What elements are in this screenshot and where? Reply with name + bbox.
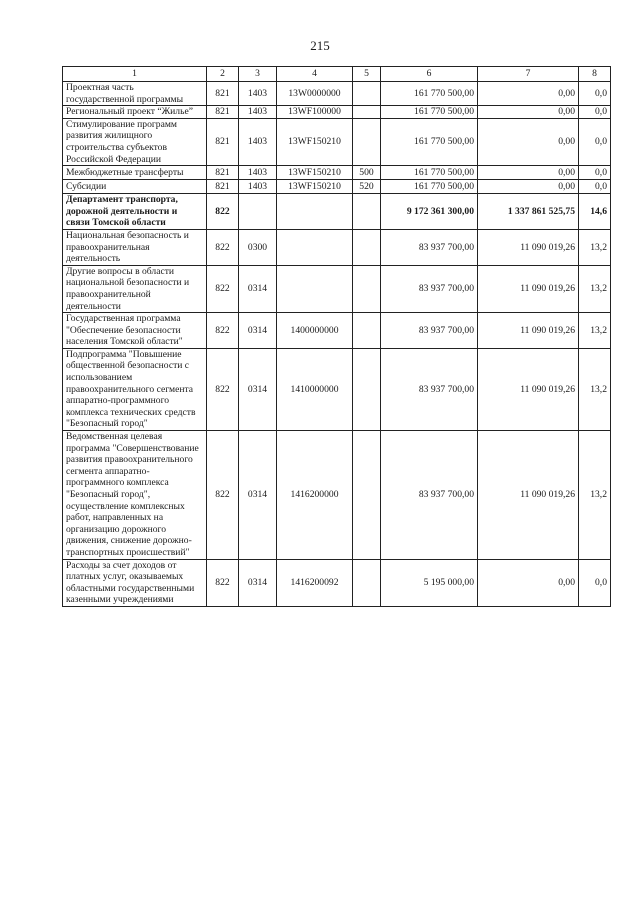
target-article: 1410000000 [277, 348, 353, 430]
target-article: 1416200092 [277, 559, 353, 606]
plan-amount: 9 172 361 300,00 [381, 194, 478, 230]
percent: 0,0 [579, 166, 611, 180]
ministry-code: 822 [207, 431, 239, 560]
target-article: 13WF150210 [277, 180, 353, 194]
executed-amount: 11 090 019,26 [478, 265, 579, 312]
expense-type [353, 118, 381, 165]
row-name: Межбюджетные трансферты [63, 166, 207, 180]
expense-type [353, 348, 381, 430]
header-cell: 5 [353, 67, 381, 82]
expense-type: 520 [353, 180, 381, 194]
plan-amount: 83 937 700,00 [381, 229, 478, 265]
row-name: Государственная программа "Обеспечение безопасности населения Томской области" [63, 313, 207, 349]
expense-type [353, 194, 381, 230]
expense-type [353, 229, 381, 265]
ministry-code: 821 [207, 82, 239, 106]
page-number: 215 [310, 38, 330, 53]
header-cell: 3 [239, 67, 277, 82]
executed-amount: 0,00 [478, 82, 579, 106]
percent: 0,0 [579, 559, 611, 606]
percent: 13,2 [579, 229, 611, 265]
row-name: Национальная безопасность и правоохранительная деятельность [63, 229, 207, 265]
header-cell: 8 [579, 67, 611, 82]
header-cell: 6 [381, 67, 478, 82]
plan-amount: 161 770 500,00 [381, 180, 478, 194]
section-code: 0314 [239, 265, 277, 312]
plan-amount: 83 937 700,00 [381, 348, 478, 430]
plan-amount: 161 770 500,00 [381, 118, 478, 165]
executed-amount: 11 090 019,26 [478, 431, 579, 560]
table-row [63, 229, 611, 265]
target-article: 13WF150210 [277, 166, 353, 180]
executed-amount: 0,00 [478, 118, 579, 165]
expense-type [353, 265, 381, 312]
plan-amount: 161 770 500,00 [381, 106, 478, 119]
table-row [63, 106, 611, 119]
table-row [63, 559, 611, 606]
row-name: Региональный проект “Жилье” [63, 106, 207, 119]
target-article: 13WF100000 [277, 106, 353, 119]
row-name: Проектная часть государственной программы [63, 82, 207, 106]
executed-amount: 0,00 [478, 180, 579, 194]
section-code: 1403 [239, 166, 277, 180]
percent: 0,0 [579, 118, 611, 165]
table-row [63, 431, 611, 560]
section-code: 1403 [239, 82, 277, 106]
section-code: 0314 [239, 348, 277, 430]
table-row [63, 166, 611, 180]
section-code: 0314 [239, 431, 277, 560]
header-cell: 4 [277, 67, 353, 82]
table-row [63, 313, 611, 349]
expense-type [353, 559, 381, 606]
plan-amount: 161 770 500,00 [381, 166, 478, 180]
expense-type [353, 82, 381, 106]
plan-amount: 83 937 700,00 [381, 265, 478, 312]
target-article [277, 265, 353, 312]
row-name: Ведомственная целевая программа "Совершенствование развития правоохранительного сегмента аппаратно-программного комплекса "Безопасный город", осуществление комплексных работ, направленных на организацию дорожного движения, снижение дорожно-транспортных происшествий" [63, 431, 207, 560]
expense-type [353, 431, 381, 560]
table-row [63, 180, 611, 194]
ministry-code: 821 [207, 180, 239, 194]
plan-amount: 161 770 500,00 [381, 82, 478, 106]
target-article [277, 229, 353, 265]
executed-amount: 0,00 [478, 166, 579, 180]
ministry-code: 822 [207, 229, 239, 265]
executed-amount: 11 090 019,26 [478, 229, 579, 265]
executed-amount: 0,00 [478, 106, 579, 119]
header-cell: 7 [478, 67, 579, 82]
target-article: 13WF150210 [277, 118, 353, 165]
ministry-code: 821 [207, 166, 239, 180]
table-row [63, 194, 611, 230]
section-code: 0300 [239, 229, 277, 265]
target-article [277, 194, 353, 230]
budget-table [62, 66, 611, 607]
percent: 0,0 [579, 180, 611, 194]
percent: 0,0 [579, 106, 611, 119]
row-name: Стимулирование программ развития жилищного строительства субъектов Российской Федерации [63, 118, 207, 165]
plan-amount: 83 937 700,00 [381, 313, 478, 349]
row-name: Расходы за счет доходов от платных услуг, оказываемых областными государственными казенными учреждениями [63, 559, 207, 606]
row-name: Подпрограмма "Повышение общественной безопасности с использованием правоохранительного сегмента аппаратно-программного комплекса технических средств "Безопасный город" [63, 348, 207, 430]
target-article: 13W0000000 [277, 82, 353, 106]
percent: 13,2 [579, 265, 611, 312]
ministry-code: 821 [207, 106, 239, 119]
section-code: 0314 [239, 313, 277, 349]
expense-type [353, 106, 381, 119]
ministry-code: 821 [207, 118, 239, 165]
plan-amount: 5 195 000,00 [381, 559, 478, 606]
table-row [63, 265, 611, 312]
header-cell: 1 [63, 67, 207, 82]
ministry-code: 822 [207, 348, 239, 430]
percent: 13,2 [579, 348, 611, 430]
percent: 0,0 [579, 82, 611, 106]
section-code: 0314 [239, 559, 277, 606]
row-name: Департамент транспорта, дорожной деятельности и связи Томской области [63, 194, 207, 230]
percent: 14,6 [579, 194, 611, 230]
percent: 13,2 [579, 431, 611, 560]
section-code: 1403 [239, 106, 277, 119]
header-row [63, 67, 611, 82]
table-row [63, 118, 611, 165]
executed-amount: 1 337 861 525,75 [478, 194, 579, 230]
expense-type: 500 [353, 166, 381, 180]
ministry-code: 822 [207, 265, 239, 312]
row-name: Другие вопросы в области национальной безопасности и правоохранительной деятельности [63, 265, 207, 312]
ministry-code: 822 [207, 559, 239, 606]
target-article: 1400000000 [277, 313, 353, 349]
section-code: 1403 [239, 180, 277, 194]
target-article: 1416200000 [277, 431, 353, 560]
expense-type [353, 313, 381, 349]
executed-amount: 11 090 019,26 [478, 348, 579, 430]
row-name: Субсидии [63, 180, 207, 194]
executed-amount: 11 090 019,26 [478, 313, 579, 349]
table-row [63, 82, 611, 106]
executed-amount: 0,00 [478, 559, 579, 606]
plan-amount: 83 937 700,00 [381, 431, 478, 560]
section-code [239, 194, 277, 230]
ministry-code: 822 [207, 194, 239, 230]
header-cell: 2 [207, 67, 239, 82]
percent: 13,2 [579, 313, 611, 349]
table-row [63, 348, 611, 430]
ministry-code: 822 [207, 313, 239, 349]
section-code: 1403 [239, 118, 277, 165]
